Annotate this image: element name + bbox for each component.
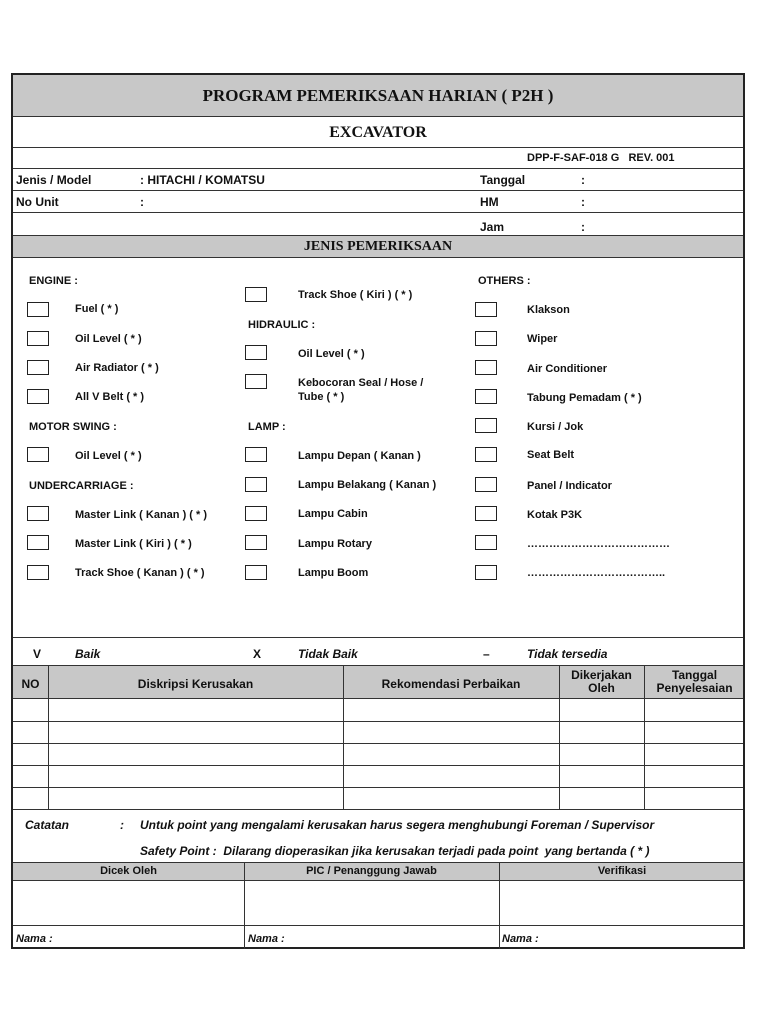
others-title: OTHERS : (478, 275, 531, 287)
table-row (13, 743, 743, 744)
item-blank-2: ……………………………….. (527, 567, 666, 579)
checkbox-lampu-depan[interactable] (245, 447, 267, 462)
checkbox-lampu-boom[interactable] (245, 565, 267, 580)
p2h-form (11, 73, 745, 949)
legend-dash-label: Tidak tersedia (527, 647, 608, 661)
item-track-shoe-kiri: Track Shoe ( Kiri ) ( * ) (298, 289, 413, 301)
item-kotak-p3k: Kotak P3K (527, 509, 583, 521)
checkbox-lampu-belakang[interactable] (245, 477, 267, 492)
tanggal-label: Tanggal (480, 173, 526, 187)
engine-title: ENGINE : (29, 275, 78, 287)
hydraulic-title: HIDRAULIC : (248, 319, 316, 331)
item-fuel: Fuel ( * ) (75, 303, 119, 315)
item-seat-belt: Seat Belt (527, 449, 575, 461)
item-lampu-cabin: Lampu Cabin (298, 508, 368, 520)
tanggal-value: : (581, 173, 585, 187)
item-wiper: Wiper (527, 333, 558, 345)
table-header-rekomendasi: Rekomendasi Perbaikan (381, 677, 521, 691)
signature-header-dicek: Dicek Oleh (100, 865, 157, 877)
swing-title: MOTOR SWING : (29, 421, 117, 433)
form-subtitle: EXCAVATOR (329, 124, 427, 141)
item-oil-level-swing: Oil Level ( * ) (75, 450, 142, 462)
item-lampu-rotary: Lampu Rotary (298, 538, 372, 550)
table-header-no: NO (21, 677, 40, 691)
table-header-tanggal (644, 669, 745, 695)
jam-label: Jam (480, 220, 505, 234)
checkbox-air-radiator[interactable] (27, 360, 49, 375)
item-kebocoran-seal-line2: Tube ( * ) (298, 391, 345, 403)
table-row (13, 721, 743, 722)
checkbox-kebocoran-seal[interactable] (245, 374, 267, 389)
checkbox-track-shoe-kanan[interactable] (27, 565, 49, 580)
checkbox-tabung-pemadam[interactable] (475, 389, 497, 404)
item-klakson: Klakson (527, 304, 570, 316)
item-track-shoe-kanan: Track Shoe ( Kanan ) ( * ) (75, 567, 205, 579)
legend-dash-symbol: – (483, 647, 490, 661)
hm-label: HM (480, 195, 499, 209)
jenis-label: Jenis / Model (16, 173, 92, 187)
legend-x-label: Tidak Baik (298, 647, 358, 661)
item-oil-level-hydraulic: Oil Level ( * ) (298, 348, 365, 360)
item-kursi-jok: Kursi / Jok (527, 421, 584, 433)
checkbox-kursi-jok[interactable] (475, 418, 497, 433)
checkbox-fuel[interactable] (27, 302, 49, 317)
unit-label: No Unit (16, 195, 59, 209)
table-row (13, 787, 743, 788)
checkbox-oil-level-swing[interactable] (27, 447, 49, 462)
checkbox-panel-indicator[interactable] (475, 477, 497, 492)
legend-x-symbol: X (253, 647, 262, 661)
item-master-link-kanan: Master Link ( Kanan ) ( * ) (75, 509, 208, 521)
table-header-diskripsi: Diskripsi Kerusakan (137, 677, 254, 691)
undercarriage-title: UNDERCARRIAGE : (29, 480, 134, 492)
table-header-dikerjakan (559, 669, 644, 695)
item-oil-level-engine: Oil Level ( * ) (75, 333, 142, 345)
item-v-belt: All V Belt ( * ) (75, 391, 145, 403)
item-lampu-belakang: Lampu Belakang ( Kanan ) (298, 479, 437, 491)
item-lampu-depan: Lampu Depan ( Kanan ) (298, 450, 421, 462)
item-panel-indicator: Panel / Indicator (527, 480, 612, 492)
signature-header-verifikasi: Verifikasi (597, 865, 647, 877)
item-lampu-boom: Lampu Boom (298, 567, 369, 579)
signature-header-pic: PIC / Penanggung Jawab (306, 865, 437, 877)
item-blank-1: ………………………………… (527, 538, 670, 550)
checkbox-oil-level-engine[interactable] (27, 331, 49, 346)
item-air-conditioner: Air Conditioner (527, 363, 608, 375)
checkbox-master-link-kanan[interactable] (27, 506, 49, 521)
checkbox-kotak-p3k[interactable] (475, 506, 497, 521)
jenis-value: : HITACHI / KOMATSU (140, 173, 265, 187)
checkbox-air-conditioner[interactable] (475, 360, 497, 375)
section-title: JENIS PEMERIKSAAN (303, 239, 453, 254)
checkbox-seat-belt[interactable] (475, 447, 497, 462)
table-header-dikerjakan-line1: Dikerjakan (571, 668, 632, 682)
item-kebocoran-seal-line1: Kebocoran Seal / Hose / (298, 377, 424, 389)
checkbox-track-shoe-kiri[interactable] (245, 287, 267, 302)
checkbox-blank-2[interactable] (475, 565, 497, 580)
catatan-colon: : (120, 818, 124, 832)
nama-dicek: Nama : (16, 933, 53, 945)
legend-v-label: Baik (75, 647, 101, 661)
nama-pic: Nama : (248, 933, 285, 945)
item-master-link-kiri: Master Link ( Kiri ) ( * ) (75, 538, 192, 550)
checkbox-klakson[interactable] (475, 302, 497, 317)
nama-verifikasi: Nama : (502, 933, 539, 945)
table-header-dikerjakan-line2: Oleh (588, 681, 615, 695)
table-row (13, 765, 743, 766)
unit-value: : (140, 195, 144, 209)
safety-point-text: Safety Point : Dilarang dioperasikan jika kerusakan terjadi pada point yang bertanda ( * ) (140, 844, 650, 858)
jam-value: : (581, 220, 585, 234)
table-header-tanggal-line1: Tanggal (671, 668, 718, 682)
catatan-label: Catatan (25, 818, 70, 832)
checkbox-master-link-kiri[interactable] (27, 535, 49, 550)
catatan-text: Untuk point yang mengalami kerusakan harus segera menghubungi Foreman / Supervisor (140, 818, 655, 832)
form-title: PROGRAM PEMERIKSAAN HARIAN ( P2H ) (202, 86, 554, 105)
doc-code: DPP-F-SAF-018 G REV. 001 (527, 152, 675, 164)
hm-value: : (581, 195, 585, 209)
checkbox-oil-level-hydraulic[interactable] (245, 345, 267, 360)
checkbox-blank-1[interactable] (475, 535, 497, 550)
item-tabung-pemadam: Tabung Pemadam ( * ) (527, 392, 642, 404)
lamp-title: LAMP : (248, 421, 286, 433)
legend-v-symbol: V (33, 647, 42, 661)
checkbox-v-belt[interactable] (27, 389, 49, 404)
checkbox-wiper[interactable] (475, 331, 497, 346)
checkbox-lampu-cabin[interactable] (245, 506, 267, 521)
table-header-tanggal-line2: Penyelesaian (656, 681, 733, 695)
checkbox-lampu-rotary[interactable] (245, 535, 267, 550)
item-air-radiator: Air Radiator ( * ) (75, 362, 159, 374)
